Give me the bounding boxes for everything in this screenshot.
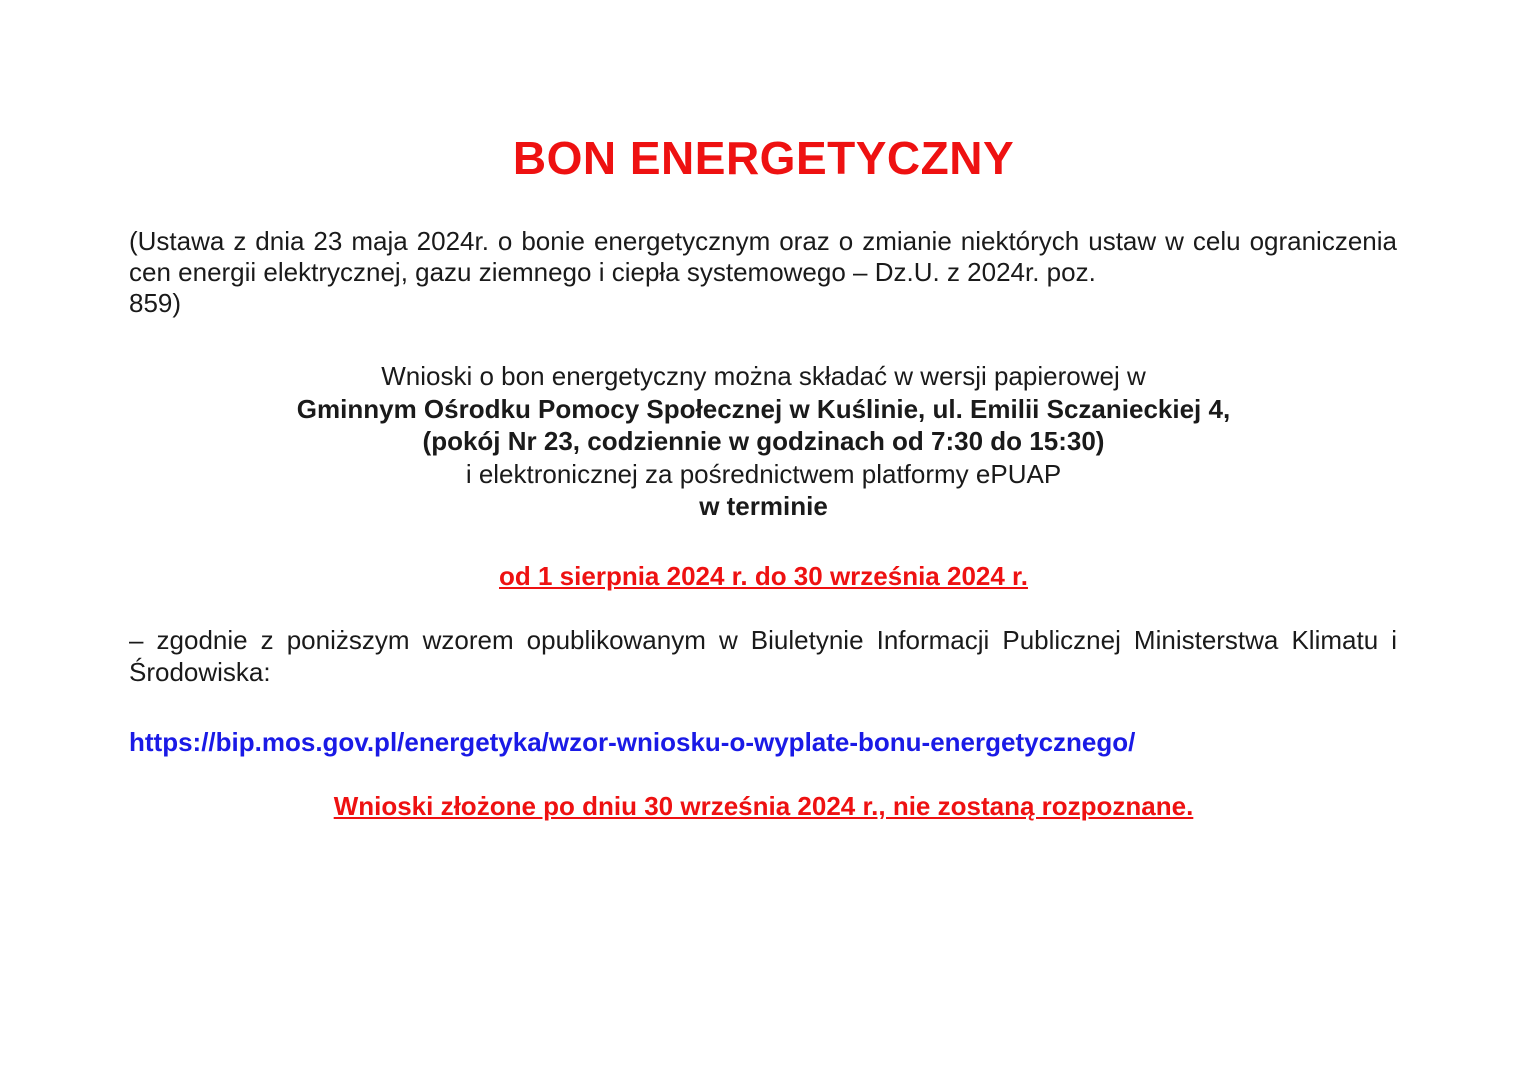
office-address: Gminnym Ośrodku Pomocy Społecznej w Kuślinie, ul. Emilii Sczanieckiej 4, <box>296 393 1231 424</box>
application-info-line-5: w terminie <box>699 491 828 521</box>
form-template-link[interactable]: https://bip.mos.gov.pl/energetyka/wzor-wniosku-o-wyplate-bonu-energetycznego/ <box>129 727 1136 757</box>
law-reference-line-3: 859) <box>129 288 182 318</box>
law-reference-line-1: (Ustawa z dnia 23 maja 2024r. o bonie energetycznym oraz o zmianie niektórych ustaw w celu <box>129 226 1241 256</box>
law-reference <box>129 226 1397 319</box>
application-info-line-4: i elektronicznej za pośrednictwem platformy ePUAP <box>465 458 1062 489</box>
document-title: BON ENERGETYCZNY <box>512 132 1015 184</box>
according-text: – zgodnie z poniższym wzorem opublikowanym w Biuletynie Informacji Publicznej Ministerstwa Klimatu i Środowiska: <box>129 625 1397 687</box>
law-reference-line-2: ograniczenia cen energii elektrycznej, gazu ziemnego i ciepła systemowego – Dz.U. z 2024r. poz. <box>129 226 1397 287</box>
application-info-line-1: Wnioski o bon energetyczny można składać w wersji papierowej w <box>381 361 1146 391</box>
deadline-dates: od 1 sierpnia 2024 r. do 30 września 2024 r. <box>499 561 1028 591</box>
office-hours: (pokój Nr 23, codziennie w godzinach od 7:30 do 15:30) <box>422 426 1105 456</box>
application-info <box>0 360 1527 523</box>
late-submission-warning: Wnioski złożone po dniu 30 września 2024 r., nie zostaną rozpoznane. <box>333 791 1194 821</box>
